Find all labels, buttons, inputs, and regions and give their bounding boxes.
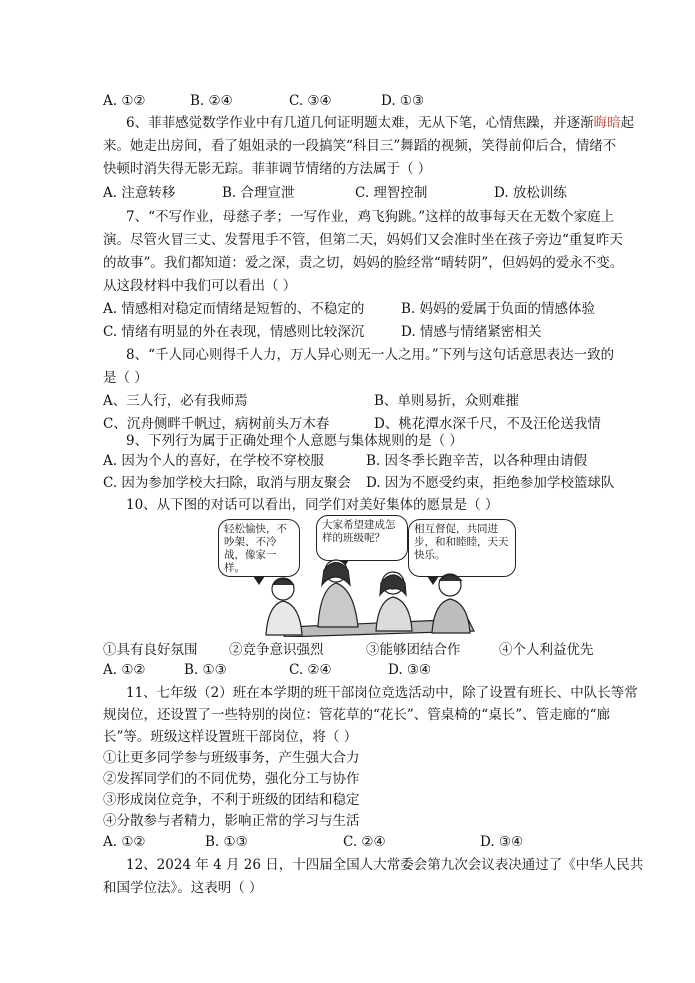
q10-statement-4: ④个人利益优先 bbox=[499, 642, 594, 658]
q7-stem-line-2: 演。尽管火冒三丈、发誓甩手不管，但第二天，妈妈们又会准时坐在孩子旁边“重复昨天 bbox=[103, 232, 623, 248]
q5-option-b: B. ②④ bbox=[190, 93, 233, 109]
q6-option-a: A. 注意转移 bbox=[103, 185, 176, 201]
q7-option-a: A. 情感相对稳定而情绪是短暂的、不稳定的 bbox=[103, 301, 365, 317]
q9-option-b: B. 因冬季长跑辛苦，以各种理由请假 bbox=[366, 453, 588, 469]
q10-statement-1: ①具有良好氛围 bbox=[103, 642, 198, 658]
q8-option-c: C、沉舟侧畔千帆过，病树前头万木春 bbox=[103, 416, 330, 432]
q6-stem-line-2: 来。她走出房间，看了姐姐录的一段搞笑“科目三”舞蹈的视频，笑得前仰后合，情绪不 bbox=[103, 138, 617, 154]
q6-option-c: C. 理智控制 bbox=[355, 185, 428, 201]
q6-stem-line-3: 快顿时消失得无影无踪。菲菲调节情绪的方法属于（ ） bbox=[103, 161, 432, 177]
q10-option-d: D. ③④ bbox=[388, 662, 432, 678]
q10-stem: 10、从下图的对话可以看出，同学们对美好集体的愿景是（ ） bbox=[126, 497, 499, 513]
q5-option-a: A. ①② bbox=[103, 93, 146, 109]
q10-statement-2: ②竞争意识强烈 bbox=[229, 642, 324, 658]
q11-stem-line-2: 规岗位，还设置了一些特别的岗位：管花草的“花长”、管桌椅的“桌长”、管走廊的“廊 bbox=[103, 707, 611, 723]
q9-option-c: C. 因为参加学校大扫除，取消与朋友聚会 bbox=[103, 475, 351, 491]
q9-stem: 9、下列行为属于正确处理个人意愿与集体规则的是（ ） bbox=[126, 433, 463, 449]
table-shape bbox=[284, 619, 474, 637]
q6-option-d: D. 放松训练 bbox=[494, 185, 567, 201]
speech-bubble-right bbox=[408, 519, 516, 577]
student-2-body bbox=[318, 583, 358, 627]
q7-stem-line-3: 的故事”。我们都知道：爱之深，责之切，妈妈的脸经常“晴转阴”，但妈妈的爱永不变。 bbox=[103, 255, 624, 271]
q7-option-d: D. 情感与情绪紧密相关 bbox=[401, 324, 542, 340]
speech-bubble-middle-text: 大家希望建成怎样的班级呢？ bbox=[322, 519, 396, 544]
q6-stem-tail: 起 bbox=[620, 115, 635, 131]
q10-option-c: C. ②④ bbox=[289, 662, 332, 678]
q5-option-c: C. ③④ bbox=[289, 93, 332, 109]
q8-option-a: A、三人行，必有我师焉 bbox=[103, 393, 248, 409]
q7-stem-line-4: 从这段材料中我们可以看出（ ） bbox=[103, 278, 297, 294]
q6-stem-text: 6、菲菲感觉数学作业中有几道几何证明题太难，无从下笔，心情焦躁，并逐渐 bbox=[126, 115, 594, 131]
q10-option-b: B. ①③ bbox=[184, 662, 227, 678]
student-3-body bbox=[376, 597, 412, 631]
q10-dialogue-illustration bbox=[218, 515, 518, 637]
q11-statement-4: ④分散参与者精力，影响正常的学习与生活 bbox=[103, 813, 360, 829]
speech-bubble-middle bbox=[316, 515, 408, 561]
q8-option-b: B、单则易折，众则难摧 bbox=[374, 393, 519, 409]
bubble-tail bbox=[253, 576, 265, 585]
q6-highlight-word: 晦暗 bbox=[593, 115, 621, 131]
q12-stem-line-1: 12、2024 年 4 月 26 日，十四届全国人大常委会第九次会议表决通过了《中华人民共 bbox=[126, 857, 644, 873]
speech-bubble-left bbox=[218, 519, 300, 577]
q6-stem-line-1 bbox=[126, 114, 634, 132]
q9-option-a: A. 因为个人的喜好，在学校不穿校服 bbox=[103, 453, 324, 469]
bubble-tail bbox=[337, 560, 349, 569]
q7-stem-line-1: 7、“不写作业，母慈子孝；一写作业，鸡飞狗跳。”这样的故事每天在无数个家庭上 bbox=[126, 209, 615, 225]
speech-bubble-left-text: 轻松愉快，不吵架、不冷战，像家一样。 bbox=[224, 523, 287, 574]
q7-option-b: B. 妈妈的爱属于负面的情感体验 bbox=[401, 301, 596, 317]
student-4-head bbox=[439, 574, 461, 596]
q5-option-d: D. ①③ bbox=[381, 93, 425, 109]
q10-option-a: A. ①② bbox=[103, 662, 146, 678]
student-3-head bbox=[382, 572, 404, 594]
student-1-body bbox=[266, 601, 302, 635]
q7-option-c: C. 情绪有明显的外在表现，情感则比较深沉 bbox=[103, 324, 365, 340]
q11-statement-3: ③形成岗位竞争，不利于班级的团结和稳定 bbox=[103, 792, 360, 808]
q11-option-c: C. ②④ bbox=[343, 834, 386, 850]
q6-option-b: B. 合理宣泄 bbox=[222, 185, 295, 201]
q10-statement-3: ③能够团结合作 bbox=[366, 642, 461, 658]
q11-stem-line-1: 11、七年级（2）班在本学期的班干部岗位竞选活动中，除了设置有班长、中队长等常 bbox=[126, 685, 638, 701]
q9-option-d: D. 因为不愿受约束，拒绝参加学校篮球队 bbox=[366, 475, 615, 491]
q11-stem-line-3: 长”等。班级这样设置班干部岗位，将（ ） bbox=[103, 729, 358, 745]
speech-bubble-right-text: 相互督促，共同进步，和和睦睦，天天快乐。 bbox=[414, 523, 509, 561]
bubble-tail bbox=[427, 576, 439, 585]
q11-option-a: A. ①② bbox=[103, 834, 146, 850]
student-4-body bbox=[432, 599, 470, 633]
q11-option-b: B. ①③ bbox=[205, 834, 248, 850]
q11-option-d: D. ③④ bbox=[480, 834, 524, 850]
q12-stem-line-2: 和国学位法》。这表明（ ） bbox=[103, 880, 263, 896]
q8-stem-line-1: 8、“千人同心则得千人力，万人异心则无一人之用。”下列与这句话意思表达一致的 bbox=[126, 347, 615, 363]
q11-statement-2: ②发挥同学们的不同优势，强化分工与协作 bbox=[103, 771, 360, 787]
student-1-head bbox=[272, 578, 294, 600]
q8-option-d: D、桃花潭水深千尺，不及汪伦送我情 bbox=[374, 416, 601, 432]
q11-statement-1: ①让更多同学参与班级事务，产生强大合力 bbox=[103, 750, 360, 766]
q8-stem-line-2: 是（ ） bbox=[103, 370, 148, 386]
